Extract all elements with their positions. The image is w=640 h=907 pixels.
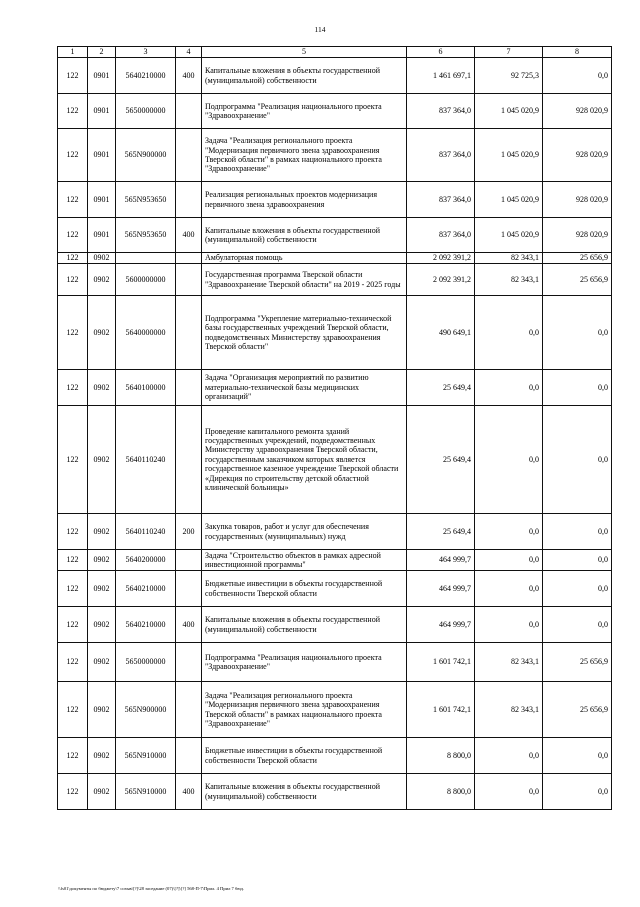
value-cell: 82 343,1 <box>475 253 543 264</box>
value-cell: 0,0 <box>475 370 543 406</box>
value-cell: 1 601 742,1 <box>407 643 475 682</box>
code-cell: 565N900000 <box>116 682 176 738</box>
value-cell: 464 999,7 <box>407 550 475 571</box>
code-cell: 122 <box>58 129 88 182</box>
name-cell: Подпрограмма "Укрепление материально-технической базы государственных учреждений Тверской области, подведомственных Министерству здравоохранения Тверской области" <box>202 296 407 370</box>
value-cell: 0,0 <box>475 774 543 810</box>
code-cell <box>176 571 202 607</box>
code-cell: 122 <box>58 738 88 774</box>
name-cell: Задача "Организация мероприятий по развитию материально-технической базы медицинских организаций" <box>202 370 407 406</box>
code-cell: 0902 <box>88 514 116 550</box>
code-cell: 0902 <box>88 738 116 774</box>
code-cell <box>176 550 202 571</box>
code-cell: 5650000000 <box>116 94 176 129</box>
code-cell: 565N910000 <box>116 738 176 774</box>
code-cell: 122 <box>58 550 88 571</box>
code-cell: 0901 <box>88 94 116 129</box>
code-cell: 5650000000 <box>116 643 176 682</box>
value-cell: 0,0 <box>475 571 543 607</box>
code-cell: 0902 <box>88 264 116 296</box>
code-cell: 122 <box>58 296 88 370</box>
code-cell: 400 <box>176 774 202 810</box>
value-cell: 0,0 <box>475 296 543 370</box>
code-cell <box>176 370 202 406</box>
code-cell: 0902 <box>88 370 116 406</box>
code-cell: 565N900000 <box>116 129 176 182</box>
name-cell: Задача "Строительство объектов в рамках адресной инвестиционной программы" <box>202 550 407 571</box>
value-cell: 0,0 <box>543 296 612 370</box>
code-cell: 0902 <box>88 682 116 738</box>
value-cell: 2 092 391,2 <box>407 264 475 296</box>
value-cell: 25 649,4 <box>407 370 475 406</box>
value-cell: 25 656,9 <box>543 643 612 682</box>
code-cell: 0901 <box>88 58 116 94</box>
table-row <box>58 550 612 571</box>
name-cell: Подпрограмма "Реализация национального проекта "Здравоохранение" <box>202 643 407 682</box>
value-cell: 837 364,0 <box>407 94 475 129</box>
table-row <box>58 129 612 182</box>
code-cell <box>176 738 202 774</box>
value-cell: 8 800,0 <box>407 738 475 774</box>
table-row <box>58 58 612 94</box>
code-cell: 122 <box>58 571 88 607</box>
value-cell: 490 649,1 <box>407 296 475 370</box>
table-row <box>58 738 612 774</box>
value-cell: 0,0 <box>543 514 612 550</box>
column-header: 1 <box>58 47 88 58</box>
value-cell: 1 045 020,9 <box>475 129 543 182</box>
code-cell <box>176 682 202 738</box>
code-cell <box>176 129 202 182</box>
code-cell: 122 <box>58 58 88 94</box>
value-cell: 0,0 <box>475 406 543 514</box>
value-cell: 2 092 391,2 <box>407 253 475 264</box>
value-cell: 0,0 <box>543 550 612 571</box>
code-cell <box>176 253 202 264</box>
code-cell: 400 <box>176 58 202 94</box>
value-cell: 837 364,0 <box>407 218 475 253</box>
name-cell: Закупка товаров, работ и услуг для обеспечения государственных (муниципальных) нужд <box>202 514 407 550</box>
code-cell <box>176 264 202 296</box>
table-row <box>58 406 612 514</box>
value-cell: 0,0 <box>543 774 612 810</box>
code-cell: 0902 <box>88 406 116 514</box>
value-cell: 25 656,9 <box>543 682 612 738</box>
value-cell: 0,0 <box>543 58 612 94</box>
column-header: 7 <box>475 47 543 58</box>
code-cell: 0902 <box>88 296 116 370</box>
table-row <box>58 514 612 550</box>
code-cell: 565N953650 <box>116 218 176 253</box>
code-cell: 122 <box>58 643 88 682</box>
name-cell: Задача "Реализация регионального проекта "Модернизация первичного звена здравоохранения Тверской области" в рамках национального проекта "Здравоохранение" <box>202 682 407 738</box>
code-cell: 122 <box>58 182 88 218</box>
value-cell: 0,0 <box>543 607 612 643</box>
value-cell: 1 045 020,9 <box>475 218 543 253</box>
name-cell: Амбулаторная помощь <box>202 253 407 264</box>
value-cell: 0,0 <box>543 406 612 514</box>
table-body <box>58 58 612 810</box>
value-cell: 92 725,3 <box>475 58 543 94</box>
table-row <box>58 370 612 406</box>
code-cell: 122 <box>58 218 88 253</box>
column-header: 3 <box>116 47 176 58</box>
name-cell: Проведение капитального ремонта зданий государственных учреждений, подведомственных Министерству здравоохранения Тверской области, государственным заказчиком которых является государственное казенное учреждение Тверской области «Дирекция по строительству детской областной клинической больницы» <box>202 406 407 514</box>
code-cell: 565N910000 <box>116 774 176 810</box>
code-cell <box>176 296 202 370</box>
page-number: 114 <box>314 25 326 34</box>
value-cell: 464 999,7 <box>407 607 475 643</box>
table-row <box>58 264 612 296</box>
code-cell: 5600000000 <box>116 264 176 296</box>
code-cell: 0902 <box>88 571 116 607</box>
value-cell: 25 656,9 <box>543 264 612 296</box>
value-cell: 1 601 742,1 <box>407 682 475 738</box>
table-header-row <box>58 47 612 58</box>
code-cell <box>176 94 202 129</box>
value-cell: 837 364,0 <box>407 129 475 182</box>
value-cell: 928 020,9 <box>543 94 612 129</box>
file-path-footer: \\fs01\документы по бюджету\7 созыв\[?]\28 заседание (07)\[?]\[?] 568-П-7\Прил. 4 Прил 7 бюд. <box>58 886 245 891</box>
code-cell: 122 <box>58 514 88 550</box>
value-cell: 8 800,0 <box>407 774 475 810</box>
value-cell: 82 343,1 <box>475 682 543 738</box>
value-cell: 0,0 <box>475 738 543 774</box>
code-cell: 5640110240 <box>116 514 176 550</box>
code-cell: 122 <box>58 607 88 643</box>
code-cell: 200 <box>176 514 202 550</box>
name-cell: Капитальные вложения в объекты государственной (муниципальной) собственности <box>202 58 407 94</box>
value-cell: 1 461 697,1 <box>407 58 475 94</box>
value-cell: 0,0 <box>543 370 612 406</box>
table-row <box>58 94 612 129</box>
column-header: 4 <box>176 47 202 58</box>
code-cell: 0902 <box>88 550 116 571</box>
code-cell: 0901 <box>88 182 116 218</box>
code-cell: 122 <box>58 264 88 296</box>
code-cell: 122 <box>58 94 88 129</box>
budget-table <box>57 46 612 810</box>
value-cell: 25 649,4 <box>407 406 475 514</box>
code-cell: 5640210000 <box>116 571 176 607</box>
name-cell: Бюджетные инвестиции в объекты государственной собственности Тверской области <box>202 571 407 607</box>
code-cell: 122 <box>58 406 88 514</box>
code-cell: 0902 <box>88 607 116 643</box>
value-cell: 1 045 020,9 <box>475 182 543 218</box>
name-cell: Государственная программа Тверской области "Здравоохранение Тверской области" на 2019 - 2025 годы <box>202 264 407 296</box>
name-cell: Капитальные вложения в объекты государственной (муниципальной) собственности <box>202 774 407 810</box>
table-row <box>58 296 612 370</box>
code-cell: 5640100000 <box>116 370 176 406</box>
value-cell: 837 364,0 <box>407 182 475 218</box>
value-cell: 25 656,9 <box>543 253 612 264</box>
code-cell: 5640000000 <box>116 296 176 370</box>
value-cell: 0,0 <box>543 738 612 774</box>
code-cell: 5640200000 <box>116 550 176 571</box>
code-cell: 5640210000 <box>116 607 176 643</box>
name-cell: Капитальные вложения в объекты государственной (муниципальной) собственности <box>202 218 407 253</box>
code-cell: 0902 <box>88 643 116 682</box>
table-row <box>58 643 612 682</box>
name-cell: Капитальные вложения в объекты государственной (муниципальной) собственности <box>202 607 407 643</box>
table-row <box>58 182 612 218</box>
code-cell: 0902 <box>88 253 116 264</box>
code-cell: 565N953650 <box>116 182 176 218</box>
code-cell: 5640110240 <box>116 406 176 514</box>
value-cell: 928 020,9 <box>543 182 612 218</box>
value-cell: 0,0 <box>543 571 612 607</box>
code-cell: 0901 <box>88 129 116 182</box>
name-cell: Задача "Реализация регионального проекта "Модернизация первичного звена здравоохранения Тверской области" в рамках национального проекта "Здравоохранение" <box>202 129 407 182</box>
code-cell: 122 <box>58 682 88 738</box>
value-cell: 928 020,9 <box>543 218 612 253</box>
value-cell: 82 343,1 <box>475 264 543 296</box>
table-row <box>58 607 612 643</box>
code-cell <box>176 643 202 682</box>
value-cell: 0,0 <box>475 514 543 550</box>
name-cell: Бюджетные инвестиции в объекты государственной собственности Тверской области <box>202 738 407 774</box>
table-row <box>58 774 612 810</box>
table-row <box>58 682 612 738</box>
table-row <box>58 571 612 607</box>
code-cell <box>116 253 176 264</box>
table-row <box>58 218 612 253</box>
code-cell <box>176 182 202 218</box>
code-cell: 400 <box>176 218 202 253</box>
column-header: 6 <box>407 47 475 58</box>
value-cell: 0,0 <box>475 550 543 571</box>
table-row <box>58 253 612 264</box>
column-header: 5 <box>202 47 407 58</box>
column-header: 2 <box>88 47 116 58</box>
code-cell: 5640210000 <box>116 58 176 94</box>
code-cell: 122 <box>58 370 88 406</box>
value-cell: 928 020,9 <box>543 129 612 182</box>
value-cell: 25 649,4 <box>407 514 475 550</box>
code-cell: 122 <box>58 253 88 264</box>
name-cell: Подпрограмма "Реализация национального проекта "Здравоохранение" <box>202 94 407 129</box>
code-cell <box>176 406 202 514</box>
value-cell: 464 999,7 <box>407 571 475 607</box>
value-cell: 1 045 020,9 <box>475 94 543 129</box>
code-cell: 400 <box>176 607 202 643</box>
value-cell: 0,0 <box>475 607 543 643</box>
code-cell: 122 <box>58 774 88 810</box>
name-cell: Реализация региональных проектов модернизация первичного звена здравоохранения <box>202 182 407 218</box>
code-cell: 0901 <box>88 218 116 253</box>
value-cell: 82 343,1 <box>475 643 543 682</box>
column-header: 8 <box>543 47 612 58</box>
code-cell: 0902 <box>88 774 116 810</box>
